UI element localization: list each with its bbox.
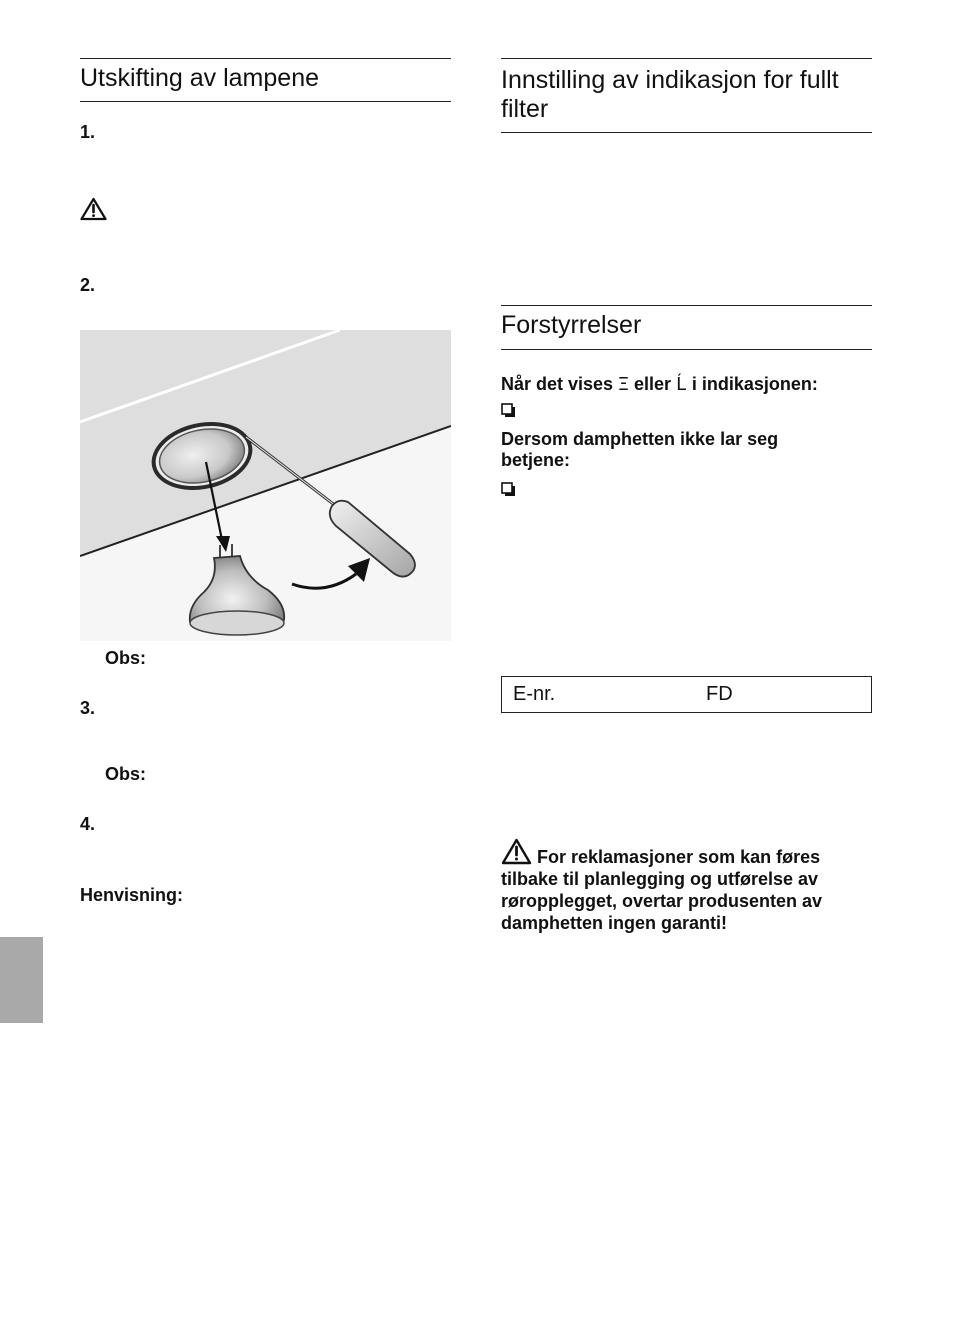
display-prefix: Når det vises <box>501 374 614 394</box>
section-heading-filter-indication <box>501 66 839 124</box>
warning-triangle-icon <box>80 197 107 221</box>
product-number-box <box>501 676 872 713</box>
step-number-1: 1. <box>80 122 96 142</box>
warning-line-3: røropplegget, overtar produsenten av <box>501 891 823 911</box>
heading-rule-bottom-right-2 <box>501 349 872 350</box>
heading-rule-top-right-2 <box>501 305 872 306</box>
warning-line-2: tilbake til planlegging og utførelse av <box>501 869 819 889</box>
heading-rule-bottom-left <box>80 101 451 102</box>
section-heading-lamp-replacement: Utskifting av lampene <box>80 64 320 92</box>
display-glyph-1: Ξ <box>618 374 629 395</box>
note-label: Henvisning: <box>80 885 184 905</box>
paragraph-line-2: betjene: <box>501 450 571 470</box>
obs-note-2: Obs: <box>105 764 147 784</box>
display-indication-line <box>501 374 818 395</box>
checkbox-icon <box>501 403 516 418</box>
lamp-replacement-illustration <box>80 330 451 641</box>
display-suffix: i indikasjonen: <box>691 374 818 394</box>
step-number-2: 2. <box>80 275 96 295</box>
heading-rule-top-right-1 <box>501 58 872 59</box>
warning-line-1: For reklamasjoner som kan føres <box>537 847 821 867</box>
checkbox-icon <box>501 482 516 497</box>
heading-rule-top-left <box>80 58 451 59</box>
step-number-3: 3. <box>80 698 96 718</box>
heading-rule-bottom-right-1 <box>501 132 872 133</box>
warning-line-4: damphetten ingen garanti! <box>501 913 728 933</box>
section-heading-faults: Forstyrrelser <box>501 311 642 339</box>
step-number-4: 4. <box>80 814 96 834</box>
paragraph-line-1: Dersom damphetten ikke lar seg <box>501 429 779 449</box>
heading-line-2: filter <box>501 95 549 123</box>
display-middle: eller <box>633 374 671 394</box>
section-tab-marker <box>0 937 43 1023</box>
faults-paragraph <box>501 429 778 471</box>
display-glyph-2: Ĺ <box>675 374 687 395</box>
enr-label: E-nr. <box>513 683 556 705</box>
warranty-warning <box>501 847 822 934</box>
obs-note-1: Obs: <box>105 648 147 668</box>
fd-label: FD <box>706 683 733 705</box>
heading-line-1: Innstilling av indikasjon for fullt <box>501 66 839 94</box>
